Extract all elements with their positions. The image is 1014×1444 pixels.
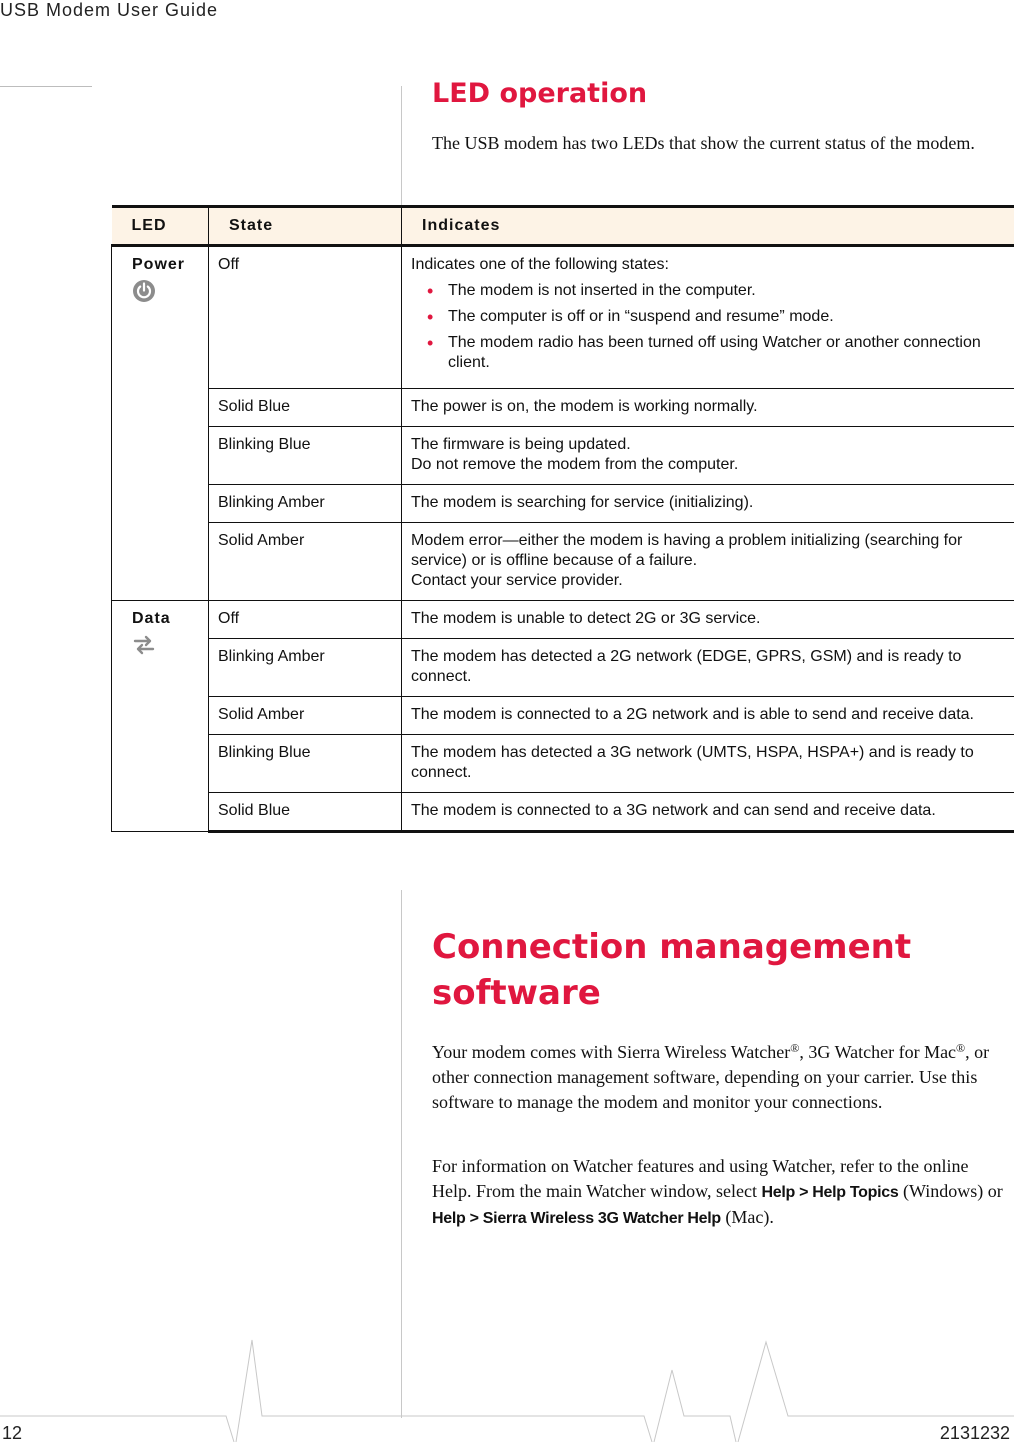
state-cell: Solid Blue [209,389,402,427]
table-row [112,523,1014,601]
table-row [112,735,1014,793]
table-row [112,485,1014,523]
indicates-text: Do not remove the modem from the computer. [411,455,1007,475]
indicates-text: Contact your service provider. [411,571,1007,591]
indicates-cell [402,523,1014,601]
state-cell: Blinking Amber [209,639,402,697]
state-cell: Off [209,246,402,389]
table-header-row [112,207,1014,246]
column-header-indicates: Indicates [402,207,1014,246]
indicates-cell [402,697,1014,735]
indicates-cell [402,427,1014,485]
state-cell: Blinking Amber [209,485,402,523]
column-header-state: State [209,207,402,246]
indicates-cell [402,601,1014,639]
table-row [112,793,1014,832]
indicates-text: The modem is connected to a 2G network and is able to send and receive data. [411,705,1007,725]
indicates-text: Modem error—either the modem is having a problem initializing (searching for service) or is offline because of a failure. [411,531,1007,571]
menu-path-watcher-help: Help > Sierra Wireless 3G Watcher Help [432,1210,721,1227]
indicates-cell [402,485,1014,523]
led-cell-data [112,601,209,832]
list-item: • The modem is not inserted in the computer. [411,281,1007,301]
state-cell: Blinking Blue [209,735,402,793]
led-intro-paragraph: The USB modem has two LEDs that show the current status of the modem. [432,131,1010,156]
indicates-text: The modem has detected a 3G network (UMTS, HSPA, HSPA+) and is ready to connect. [411,743,1007,783]
footer-pulse-line [0,1330,1014,1442]
state-cell: Off [209,601,402,639]
table-row [112,697,1014,735]
indicates-cell [402,246,1014,389]
led-name-power: Power [132,255,202,275]
connection-paragraph-1 [432,1040,1010,1115]
section-title-connection-management: Connection management software [432,924,992,1016]
list-item: • The modem radio has been turned off using Watcher or another connection client. [411,333,1007,373]
led-status-table [111,205,1014,833]
running-header: USB Modem User Guide [0,0,218,21]
table-row [112,601,1014,639]
indicates-lead-text: Indicates one of the following states: [411,255,1007,275]
indicates-cell [402,389,1014,427]
indicates-cell [402,735,1014,793]
indicates-bullet-list [411,281,1007,373]
indicates-text: The modem is unable to detect 2G or 3G service. [411,609,1007,629]
led-cell-power [112,246,209,601]
indicates-text: The modem is searching for service (initializing). [411,493,1007,513]
table-row [112,389,1014,427]
state-cell: Blinking Blue [209,427,402,485]
indicates-text: The modem is connected to a 3G network and can send and receive data. [411,801,1007,821]
table-row [112,246,1014,389]
section-title-led-operation: LED operation [432,78,647,109]
margin-divider-top [401,86,402,206]
text-run: For information on Watcher features and using Watcher, refer to the online Help. From the main Watcher window, select [432,1156,969,1201]
indicates-cell [402,793,1014,832]
indicates-text: The firmware is being updated. [411,435,1007,455]
text-run: , or other connection management software, depending on your carrier. Use this software to manage the modem and monitor your connections. [432,1042,989,1112]
power-icon [132,279,156,303]
led-name-data: Data [132,609,202,629]
table-row [112,639,1014,697]
text-run: (Mac). [721,1207,774,1227]
text-run: , 3G Watcher for Mac [799,1042,956,1062]
registered-mark: ® [956,1041,965,1055]
state-cell: Solid Amber [209,523,402,601]
document-number: 2131232 [940,1423,1010,1444]
indicates-cell [402,639,1014,697]
menu-path-help-topics: Help > Help Topics [761,1184,898,1201]
text-run: Your modem comes with Sierra Wireless Watcher [432,1042,790,1062]
connection-paragraph-2 [432,1154,1010,1231]
column-header-led: LED [112,207,209,246]
state-cell: Solid Amber [209,697,402,735]
header-rule [0,86,92,87]
indicates-text: The power is on, the modem is working normally. [411,397,1007,417]
registered-mark: ® [790,1041,799,1055]
data-transfer-icon [132,633,156,657]
state-cell: Solid Blue [209,793,402,832]
indicates-text: The modem has detected a 2G network (EDGE, GPRS, GSM) and is ready to connect. [411,647,1007,687]
page-number: 12 [2,1423,22,1444]
list-item: • The computer is off or in “suspend and resume” mode. [411,307,1007,327]
table-row [112,427,1014,485]
text-run: (Windows) or [898,1181,1002,1201]
